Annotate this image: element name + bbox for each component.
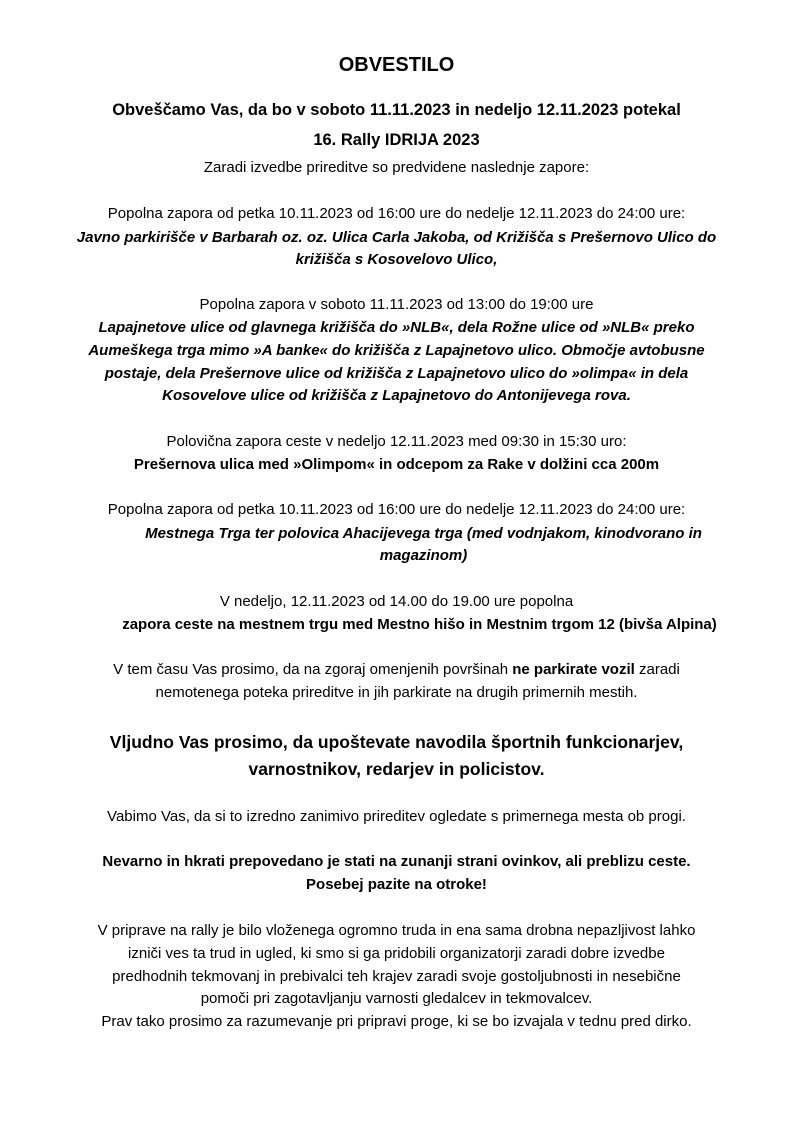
parking-request-line-1 [0,659,793,681]
safety-request-line-1: Vljudno Vas prosimo, da upoštevate navodila športnih funkcionarjev, [109,732,684,752]
invitation-text: Vabimo Vas, da si to izredno zanimivo prireditev ogledate s primernega mesta ob progi. [107,808,686,825]
intro-line-3: Zaradi izvedbe prireditve so predvidene naslednje zapore: [203,159,590,176]
closure-5-heading: V nedeljo, 12.11.2023 od 14.00 do 19.00 ure popolna [219,593,574,610]
closing-line-5: Prav tako prosimo za razumevanje pri pripravi proge, ki se bo izvajala v tednu pred dirko. [101,1013,692,1030]
closure-2-detail-3: postaje, dela Prešernove ulice od križišča z Lapajnetovo ulico do »olimpa« in dela [104,365,689,382]
closure-2-detail-2: Aumeškega trga mimo »A banke« do križišča z Lapajnetovo ulico. Območje avtobusne [88,342,705,359]
parking-text-after: zaradi [634,661,680,678]
closing-line-3: predhodnih tekmovanj in prebivalci teh krajev zaradi svoje gostoljubnosti in nesebične [112,968,681,985]
closure-1-detail-2: križišča s Kosovelovo Ulico, [295,251,498,268]
closure-2-detail-1: Lapajnetove ulice od glavnega križišča do »NLB«, dela Rožne ulice od »NLB« preko [98,319,695,336]
closure-4-heading: Popolna zapora od petka 10.11.2023 od 16:00 ure do nedelje 12.11.2023 do 24:00 ure: [107,501,686,518]
closure-1-heading: Popolna zapora od petka 10.11.2023 od 16:00 ure do nedelje 12.11.2023 do 24:00 ure: [107,205,686,222]
closure-3-heading: Polovična zapora ceste v nedeljo 12.11.2023 med 09:30 in 15:30 uro: [166,433,627,450]
closure-1-detail-1: Javno parkirišče v Barbarah oz. oz. Ulica Carla Jakoba, od Križišča s Prešernovo Ulico do [76,229,717,246]
closure-3-detail-1: Prešernova ulica med »Olimpom« in odcepom za Rake v dolžini cca 200m [133,456,660,473]
warning-line-1: Nevarno in hkrati prepovedano je stati na zunanji strani ovinkov, ali preblizu ceste. [102,853,691,870]
closing-line-2: izniči ves ta trud in ugled, ki smo si ga pridobili organizatorji zaradi dobre izvedbe [128,945,665,962]
closure-2-detail-4: Kosovelove ulice od križišča z Lapajnetovo do Antonijevega rova. [162,387,631,404]
document-title: OBVESTILO [338,54,455,76]
safety-request-line-2: varnostnikov, redarjev in policistov. [248,759,545,779]
parking-request-line-2: nemotenega poteka prireditve in jih parkirate na drugih primernih mestih. [155,684,638,701]
parking-emphasis: ne parkirate vozil [512,661,635,678]
parking-text-before: V tem času Vas prosimo, da na zgoraj omenjenih površinah [113,661,513,678]
closure-2-heading: Popolna zapora v soboto 11.11.2023 od 13:00 do 19:00 ure [199,296,594,313]
closing-line-1: V priprave na rally je bilo vloženega ogromno truda in ena sama drobna nepazljivost lahko [97,922,696,939]
closure-5-detail-1: zapora ceste na mestnem trgu med Mestno hišo in Mestnim trgom 12 (bivša Alpina) [122,616,717,633]
closure-4-detail-2: magazinom) [379,547,468,564]
intro-event-name: 16. Rally IDRIJA 2023 [313,131,480,149]
closing-line-4: pomoči pri zagotavljanju varnosti gledalcev in tekmovalcev. [200,990,593,1007]
warning-line-2: Posebej pazite na otroke! [306,876,487,893]
intro-line-1: Obveščamo Vas, da bo v soboto 11.11.2023 in nedeljo 12.11.2023 potekal [112,101,681,119]
closure-4-detail-1: Mestnega Trga ter polovica Ahacijevega trga (med vodnjakom, kinodvorano in [145,525,702,542]
